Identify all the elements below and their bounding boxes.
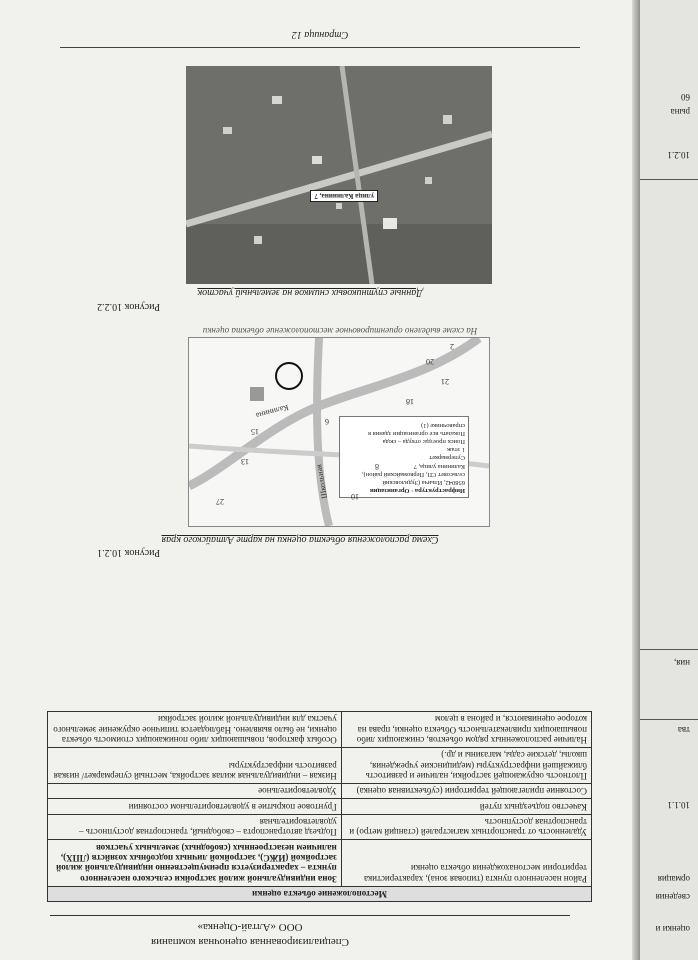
popup-line: справочнике (1) [421, 422, 465, 429]
company-name: ООО «Алтай-Оценка» [197, 921, 303, 933]
street-label: Калинина [254, 402, 290, 421]
building-marker [250, 387, 264, 401]
header-rule [50, 915, 570, 916]
table-row [48, 783, 592, 798]
house-number: 20 [426, 357, 434, 366]
page-fragment: 10.2.1 [667, 150, 690, 160]
popup-line: Калинина улица, 7 [413, 462, 465, 470]
popup-line: Супермаркет [429, 454, 465, 462]
street-label: Школьная [314, 463, 330, 500]
page-fragment: рына [670, 107, 690, 117]
page-number: Страница 12 [291, 29, 349, 40]
figure-caption: Схема расположения объекта оценки на карте Алтайского края [161, 534, 439, 545]
table-title: Местоположение объекта оценки [48, 886, 592, 901]
row-value: Особых факторов, повышающих либо понижающих стоимость объекта оценки, не было выявлено. Наблюдается типичное окружение земельного участка для индивидуальной жилой застройки [48, 711, 342, 747]
row-value: Удовлетворительное [48, 783, 342, 798]
page-fragment: сведения [655, 892, 690, 902]
table-row [48, 840, 592, 886]
row-value: Низкая – индивидуальная жилая застройка, местный супермаркет/ низкая развитость инфраструктуры [48, 747, 342, 783]
house-number: 13 [241, 457, 249, 466]
figure-number: Рисунок 10.2.2 [97, 301, 160, 312]
sat-building [443, 115, 452, 124]
satellite-image [186, 66, 492, 284]
address-label: улица Калинина, 7 [310, 190, 378, 202]
page-fragment: ния, [673, 658, 690, 668]
figure-caption: Данные спутниковых снимков на земельный участок [197, 287, 423, 298]
sat-building [223, 127, 232, 134]
row-label: Плотность окружающей застройки, наличие и развитость ближайшей инфраструктуры (медицинские учреждения, школы, детские сады, магазины и др.) [341, 747, 591, 783]
page-fragment: 10.1.1 [667, 800, 690, 810]
popup-line: 658042, Ильича (Зудиловский [382, 478, 465, 486]
table-row [48, 747, 592, 783]
adjacent-page-edge [640, 0, 698, 960]
footer-rule [60, 47, 580, 48]
satellite-drawing [186, 66, 492, 284]
info-popup [339, 416, 469, 498]
sat-building [425, 177, 432, 184]
table-row [48, 814, 592, 840]
row-label: Качество подъездных путей [341, 799, 591, 814]
fragment-rule [640, 649, 698, 650]
sat-building [254, 236, 262, 244]
house-number: 21 [441, 377, 449, 386]
house-number: 10 [351, 492, 359, 501]
popup-title: Инфраструктура · Организации [370, 487, 465, 494]
popup-line: Поиск проезда: откуда – сюда [382, 438, 465, 446]
house-number: 15 [251, 427, 259, 436]
company-type: Специализированная оценочная компания [151, 936, 349, 948]
object-location-circle [276, 363, 302, 389]
row-value: Грунтовое покрытие в удовлетворительном состоянии [48, 799, 342, 814]
location-map [188, 337, 490, 527]
row-label: Состояние прилегающей территории (субъективная оценка) [341, 783, 591, 798]
row-label: Наличие расположенных рядом объектов, снижающих либо повышающих привлекательность Объекта оценки, права на которое оцениваются, и района в целом [341, 711, 591, 747]
row-value: Подъезд автотранспорта – свободный, транспортная доступность – удовлетворительная [48, 814, 342, 840]
sat-building [312, 156, 322, 164]
fragment-rule [640, 179, 698, 180]
location-table [47, 711, 592, 902]
page-fragment: 60 [681, 92, 690, 102]
house-number: 27 [216, 497, 224, 506]
row-label: Удаленность от транспортных магистралей (станций метро) и транспортная доступность [341, 814, 591, 840]
page-fragment: оценки и [655, 924, 690, 934]
row-value: Зона индивидуальной жилой застройки сельского населенного пункта – характеризуется преимущественно индивидуальной жилой застройкой (ИЖС), застройкой личных подсобных хозяйств (ЛПХ), наличием незастроенных (свободных) земельных участков [48, 840, 342, 886]
page-fragment: ормация [657, 874, 690, 884]
popup-line: сельсовет СП, Первомайский район), [361, 470, 465, 478]
popup-line: 1 этаж [447, 446, 465, 454]
sat-building [272, 96, 282, 104]
house-number: 6 [325, 417, 329, 426]
table-row [48, 799, 592, 814]
row-label: Район населенного пункта (типовая зона), характеристика территории местонахождения объекта оценки [341, 840, 591, 886]
sat-field [186, 224, 492, 284]
map-note: На схеме выделено ориентировочное местоположение объекта оценки [202, 326, 478, 336]
house-number: 2 [450, 342, 454, 351]
fragment-rule [640, 719, 698, 720]
sat-building [336, 203, 342, 209]
sat-building [383, 218, 397, 229]
house-number: 18 [406, 397, 414, 406]
figure-number: Рисунок 10.2.1 [97, 547, 160, 558]
popup-line: Показать все организации здания в [368, 430, 465, 438]
page-fragment: тва [677, 725, 690, 735]
table-row [48, 711, 592, 747]
house-number: 8 [375, 462, 379, 471]
